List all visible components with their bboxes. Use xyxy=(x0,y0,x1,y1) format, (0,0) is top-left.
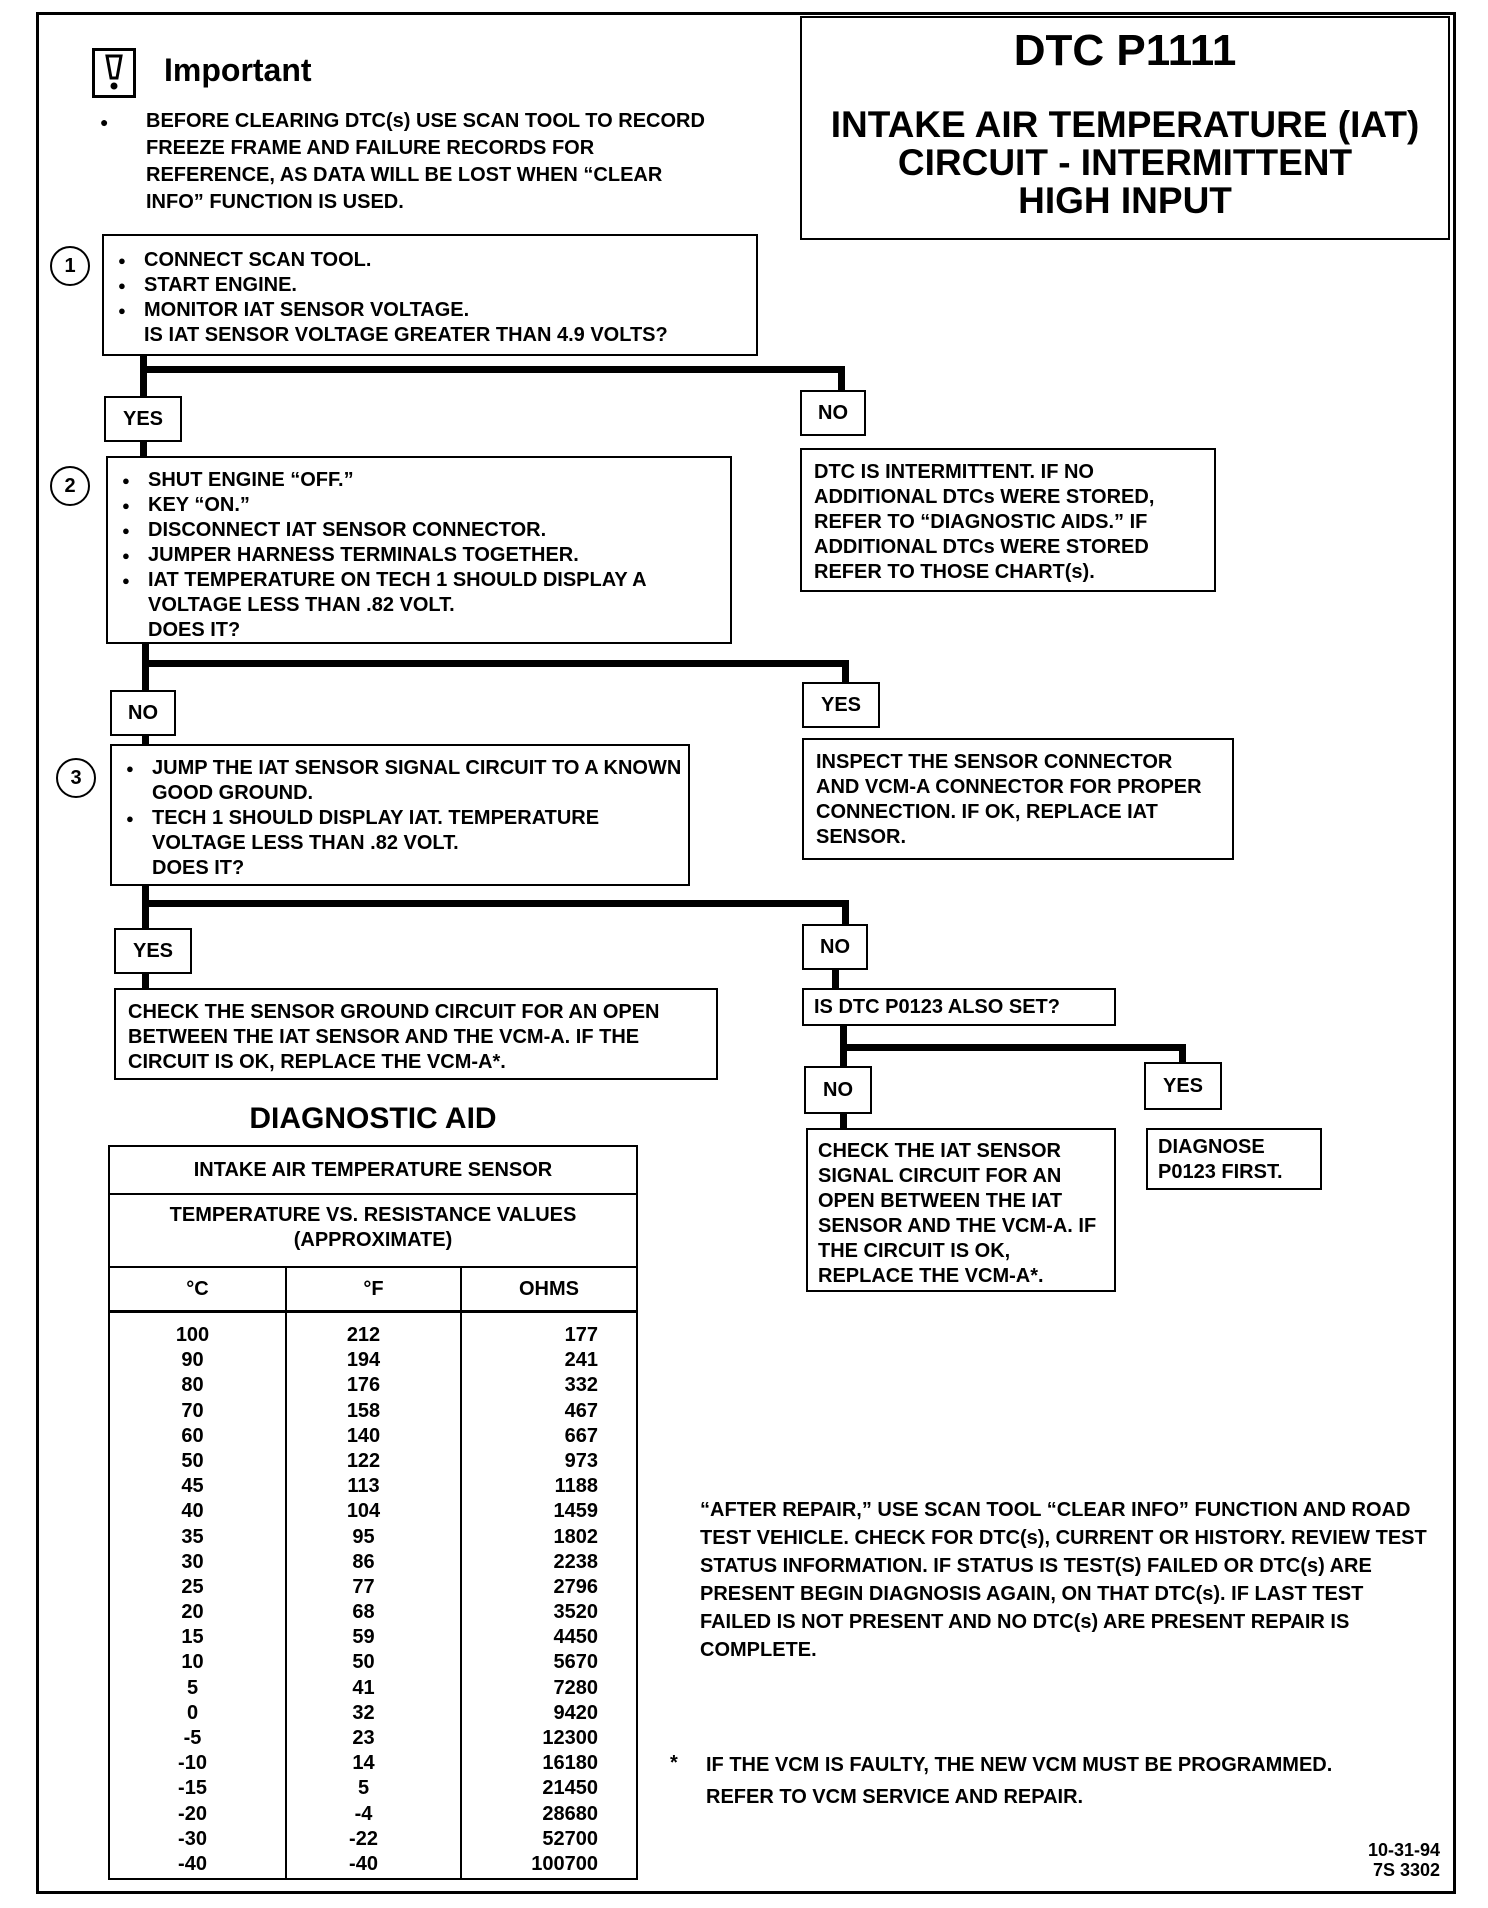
table-cell: 30 xyxy=(181,1550,204,1573)
table-subtitle-line2: (APPROXIMATE) xyxy=(293,1229,453,1251)
step-3-number: 3 xyxy=(56,758,96,798)
dtc-code: DTC P1111 xyxy=(1013,26,1237,75)
step-2-yes-label: YES xyxy=(802,682,880,728)
step-1-box xyxy=(102,234,758,356)
table-cell: 9420 xyxy=(553,1701,598,1724)
fahrenheit-column xyxy=(287,1268,460,1878)
title-line3: HIGH INPUT xyxy=(1018,180,1232,221)
step-1-item: ● CONNECT SCAN TOOL. xyxy=(110,248,756,273)
p0123-no-label: NO xyxy=(804,1066,872,1114)
column-header: °C xyxy=(110,1268,285,1313)
table-cell: 68 xyxy=(352,1601,375,1624)
table-cell: 113 xyxy=(347,1475,380,1498)
step-3-no-label: NO xyxy=(802,924,868,970)
table-cell: 50 xyxy=(181,1449,204,1472)
table-cell: 5670 xyxy=(553,1651,598,1674)
table-cell: 12300 xyxy=(542,1727,598,1749)
table-cell: 16180 xyxy=(542,1752,598,1775)
table-subtitle xyxy=(110,1193,636,1268)
connector xyxy=(142,660,849,667)
step-1-number: 1 xyxy=(50,246,90,286)
connector xyxy=(140,356,147,396)
connector xyxy=(142,900,849,907)
table-cell: -20 xyxy=(178,1802,207,1825)
connector xyxy=(142,974,149,988)
connector xyxy=(142,886,149,932)
connector xyxy=(842,900,849,926)
important-bullet: ● xyxy=(100,114,109,130)
footnote-text: IF THE VCM IS FAULTY, THE NEW VCM MUST BE PROGRAMMED. xyxy=(706,1754,1333,1776)
ohms-column xyxy=(462,1268,636,1878)
table-cell: 194 xyxy=(346,1349,381,1372)
important-note: BEFORE CLEARING DTC(s) USE SCAN TOOL TO RECORD FREEZE FRAME AND FAILURE RECORDS FOR REFERENCE, AS DATA WILL BE LOST WHEN “CLEAR INFO” FUNCTION IS USED. xyxy=(146,110,705,213)
table-cell: -40 xyxy=(178,1852,207,1875)
table-cell: -4 xyxy=(354,1802,373,1825)
table-cell: 241 xyxy=(564,1349,598,1372)
table-cell: 20 xyxy=(181,1601,204,1624)
table-cell: 332 xyxy=(564,1374,598,1397)
table-cell: 41 xyxy=(352,1676,375,1699)
table-cell: 14 xyxy=(352,1752,375,1775)
table-cell: 467 xyxy=(564,1399,598,1422)
table-cell: 5 xyxy=(186,1676,199,1699)
step-3-item: ● JUMP THE IAT SENSOR SIGNAL CIRCUIT TO A KNOWN GOOD GROUND. xyxy=(118,756,688,806)
table-cell: 25 xyxy=(181,1575,204,1598)
step-3-yes-label: YES xyxy=(114,928,192,974)
table-cell: 28680 xyxy=(542,1802,598,1825)
step-1-item: ● MONITOR IAT SENSOR VOLTAGE. xyxy=(110,298,756,323)
table-cell: -30 xyxy=(178,1827,207,1850)
step-3-question: DOES IT? xyxy=(152,857,245,879)
celsius-column xyxy=(110,1268,285,1878)
table-cell: 100 xyxy=(175,1324,210,1346)
table-cell: 40 xyxy=(181,1500,204,1523)
diagnostic-aid-heading: DIAGNOSTIC AID xyxy=(249,1102,497,1135)
column-header: °F xyxy=(287,1268,460,1313)
table-cell: 3520 xyxy=(553,1601,598,1624)
footnote-mark: * xyxy=(670,1752,678,1774)
table-cell: 50 xyxy=(352,1651,375,1674)
table-cell: 0 xyxy=(186,1701,199,1724)
table-cell: -5 xyxy=(183,1727,202,1749)
important-heading: Important xyxy=(164,52,312,88)
step-2-no-label: NO xyxy=(110,690,176,736)
table-cell: 35 xyxy=(181,1525,204,1548)
table-cell: 21450 xyxy=(542,1777,598,1800)
table-cell: 1188 xyxy=(554,1475,598,1498)
connector xyxy=(840,1114,847,1128)
table-cell: 158 xyxy=(346,1399,381,1422)
connector xyxy=(140,442,147,456)
title-box xyxy=(800,16,1450,240)
table-cell: 90 xyxy=(181,1349,204,1372)
step-2-number: 2 xyxy=(50,466,90,506)
table-cell: 80 xyxy=(181,1374,204,1397)
table-cell: 140 xyxy=(346,1424,381,1447)
signal-check-result: CHECK THE IAT SENSOR SIGNAL CIRCUIT FOR AN OPEN BETWEEN THE IAT SENSOR AND THE VCM-A. IF THE CIRCUIT IS OK, REPLACE THE VCM-A*. xyxy=(806,1128,1116,1292)
table-cell: 122 xyxy=(346,1449,381,1472)
step-2-item: ● IAT TEMPERATURE ON TECH 1 SHOULD DISPLAY A VOLTAGE LESS THAN .82 VOLT. xyxy=(114,568,730,618)
table-cell: 95 xyxy=(352,1525,375,1548)
step-2-item: ● SHUT ENGINE “OFF.” xyxy=(114,468,730,493)
table-cell: 52700 xyxy=(542,1827,598,1850)
p0123-yes-label: YES xyxy=(1144,1062,1222,1110)
table-cell: 104 xyxy=(346,1500,381,1523)
table-cell: 4450 xyxy=(553,1626,598,1649)
table-cell: -10 xyxy=(178,1752,207,1775)
ground-check-result: CHECK THE SENSOR GROUND CIRCUIT FOR AN OPEN BETWEEN THE IAT SENSOR AND THE VCM-A. IF THE CIRCUIT IS OK, REPLACE THE VCM-A*. xyxy=(114,988,718,1080)
table-cell: 5 xyxy=(357,1777,370,1800)
table-cell: 1802 xyxy=(553,1525,598,1548)
important-icon xyxy=(92,48,136,98)
table-cell: 177 xyxy=(564,1324,598,1346)
table-cell: -22 xyxy=(349,1827,378,1850)
step-2-question: DOES IT? xyxy=(148,619,241,641)
p0123-question: IS DTC P0123 ALSO SET? xyxy=(802,988,1116,1026)
footer-date: 10-31-94 xyxy=(1367,1840,1440,1860)
connector xyxy=(832,970,839,988)
table-cell: -40 xyxy=(349,1852,378,1875)
table-cell: 70 xyxy=(181,1399,204,1422)
table-cell: 2796 xyxy=(553,1575,598,1598)
table-cell: 212 xyxy=(346,1324,381,1346)
table-cell: 86 xyxy=(352,1550,375,1573)
table-cell: 10 xyxy=(181,1651,204,1674)
connector xyxy=(140,366,845,373)
intermittent-result: DTC IS INTERMITTENT. IF NO ADDITIONAL DTCs WERE STORED, REFER TO “DIAGNOSTIC AIDS.” IF ADDITIONAL DTCs WERE STORED REFER TO THOSE CHART(s). xyxy=(800,448,1216,592)
table-cell: 59 xyxy=(352,1626,375,1649)
table-cell: 23 xyxy=(352,1727,375,1749)
table-cell: 973 xyxy=(564,1449,598,1472)
table-cell: 667 xyxy=(564,1424,598,1447)
footer-ref: 7S 3302 xyxy=(1372,1860,1440,1880)
connector xyxy=(142,644,149,690)
table-cell: 15 xyxy=(181,1626,204,1649)
step-2-item: ● DISCONNECT IAT SENSOR CONNECTOR. xyxy=(114,518,730,543)
inspect-result: INSPECT THE SENSOR CONNECTOR AND VCM-A CONNECTOR FOR PROPER CONNECTION. IF OK, REPLACE IAT SENSOR. xyxy=(802,738,1234,860)
diagnose-p0123-result: DIAGNOSE P0123 FIRST. xyxy=(1146,1128,1322,1190)
title-line1: INTAKE AIR TEMPERATURE (IAT) xyxy=(830,104,1420,145)
table-cell: 60 xyxy=(181,1424,204,1447)
step-1-yes-label: YES xyxy=(104,396,182,442)
table-cell: 1459 xyxy=(553,1500,598,1523)
table-cell: 45 xyxy=(181,1475,204,1498)
step-2-item: ● KEY “ON.” xyxy=(114,493,730,518)
table-cell: 176 xyxy=(346,1374,381,1397)
footnote-text: REFER TO VCM SERVICE AND REPAIR. xyxy=(706,1786,1084,1808)
step-2-item: ● JUMPER HARNESS TERMINALS TOGETHER. xyxy=(114,543,730,568)
title-line2: CIRCUIT - INTERMITTENT xyxy=(897,142,1353,183)
column-header: OHMS xyxy=(462,1268,636,1313)
table-cell: 7280 xyxy=(553,1676,598,1699)
step-3-item: ● TECH 1 SHOULD DISPLAY IAT. TEMPERATURE VOLTAGE LESS THAN .82 VOLT. xyxy=(118,806,688,856)
table-cell: 100700 xyxy=(531,1852,598,1875)
step-1-item: ● START ENGINE. xyxy=(110,273,756,298)
connector xyxy=(840,1044,1186,1051)
step-2-box xyxy=(106,456,732,644)
after-repair-note: “AFTER REPAIR,” USE SCAN TOOL “CLEAR INFO” FUNCTION AND ROAD TEST VEHICLE. CHECK FOR DTC(s), CURRENT OR HISTORY. REVIEW TEST STATUS INFORMATION. IF STATUS IS TEST(S) FAILED OR DTC(s) ARE PRESENT BEGIN DIAGNOSIS AGAIN, ON THAT DTC(s). IF LAST TEST FAILED IS NOT PRESENT AND NO DTC(s) ARE PRESENT REPAIR IS COMPLETE. xyxy=(700,1499,1427,1661)
step-3-box xyxy=(110,744,690,886)
table-title: INTAKE AIR TEMPERATURE SENSOR xyxy=(110,1147,636,1195)
table-cell: -15 xyxy=(178,1777,207,1800)
table-cell: 2238 xyxy=(553,1550,598,1573)
table-cell: 32 xyxy=(352,1701,375,1724)
table-cell: 77 xyxy=(352,1575,375,1598)
step-1-no-label: NO xyxy=(800,390,866,436)
step-1-question: IS IAT SENSOR VOLTAGE GREATER THAN 4.9 VOLTS? xyxy=(144,324,668,346)
table-subtitle-line1: TEMPERATURE VS. RESISTANCE VALUES xyxy=(169,1204,577,1226)
diagnostic-aid-table xyxy=(108,1145,638,1880)
